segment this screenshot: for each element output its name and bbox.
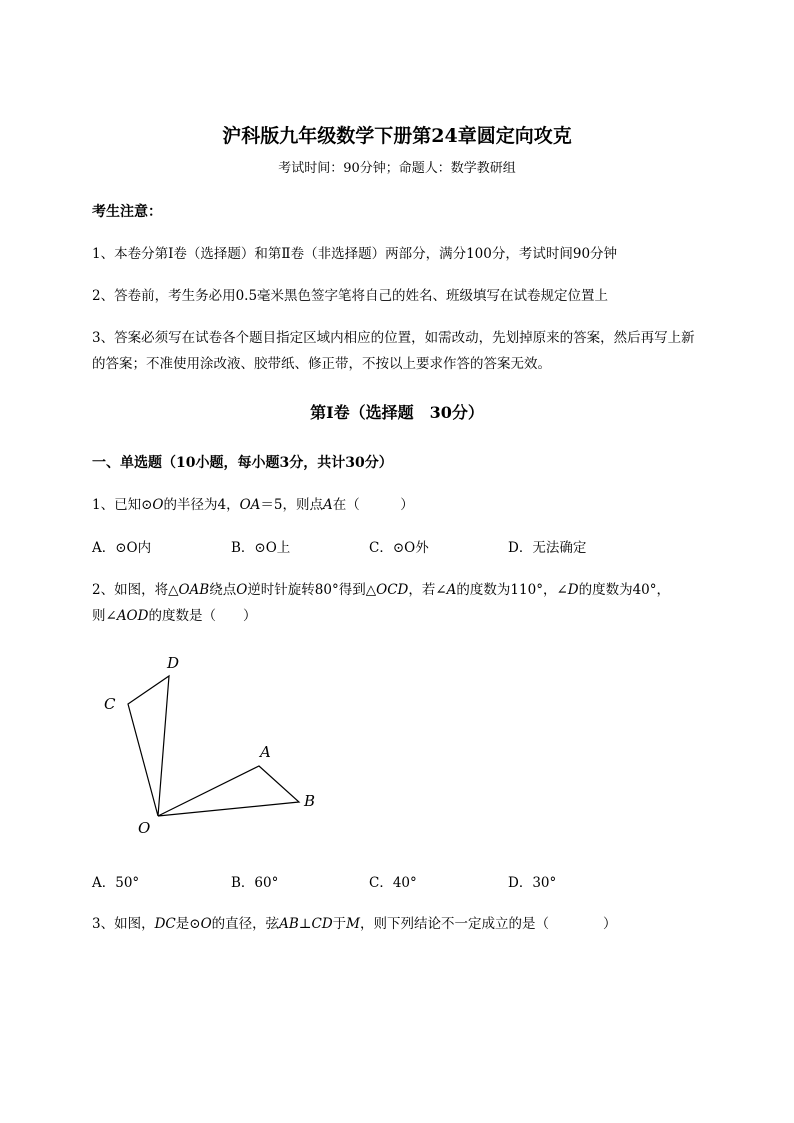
notice-item-1: 1、本卷分第I卷（选择题）和第Ⅱ卷（非选择题）两部分，满分100分，考试时间90分钟 (92, 246, 618, 262)
notice-item-3-line-2: 的答案；不准使用涂改液、胶带纸、修正带，不按以上要求作答的答案无效。 (92, 356, 551, 372)
triangle-ocd (128, 676, 169, 816)
part-heading: 一、单选题（10小题，每小题3分，共计30分） (92, 455, 393, 471)
question-1-option-a: A．⊙O内 (92, 540, 152, 556)
label-a: A (260, 743, 271, 761)
triangle-oab (158, 766, 299, 816)
label-o: O (138, 819, 151, 837)
section-title: 第I卷（选择题 30分） (310, 403, 484, 422)
notice-item-2: 2、答卷前，考生务必用0.5毫米黑色签字笔将自己的姓名、班级填写在试卷规定位置上 (92, 288, 609, 304)
notice-heading: 考生注意： (92, 204, 162, 220)
question-1-option-d: D．无法确定 (508, 540, 587, 556)
question-2-option-a: A．50° (92, 875, 140, 891)
question-1-option-c: C．⊙O外 (369, 540, 429, 556)
label-b: B (304, 792, 316, 810)
label-c: C (104, 695, 116, 713)
question-2-option-b: B．60° (231, 875, 279, 891)
question-1-stem: 1、已知⊙O的半径为4，OA＝5，则点A在（ ） (92, 497, 414, 513)
question-2-option-c: C．40° (369, 875, 417, 891)
question-1-option-b: B．⊙O上 (231, 540, 291, 556)
question-2-stem-line-1: 2、如图，将△OAB绕点O逆时针旋转80°得到△OCD，若∠A的度数为110°，∠D的度数为40°， (92, 582, 671, 598)
notice-item-3-line-1: 3、答案必须写在试卷各个题目指定区域内相应的位置，如需改动，先划掉原来的答案，然后再写上新 (92, 330, 695, 346)
question-2-stem-line-2: 则∠AOD的度数是（ ） (92, 608, 257, 624)
label-d: D (167, 654, 180, 672)
question-2-option-d: D．30° (508, 875, 557, 891)
question-3-stem: 3、如图，DC是⊙O的直径，弦AB⊥CD于M，则下列结论不一定成立的是（ ） (92, 916, 617, 932)
exam-info: 考试时间：90分钟；命题人：数学教研组 (278, 161, 516, 176)
page-title: 沪科版九年级数学下册第24章圆定向攻克 (222, 125, 572, 147)
rotation-figure (90, 645, 340, 845)
